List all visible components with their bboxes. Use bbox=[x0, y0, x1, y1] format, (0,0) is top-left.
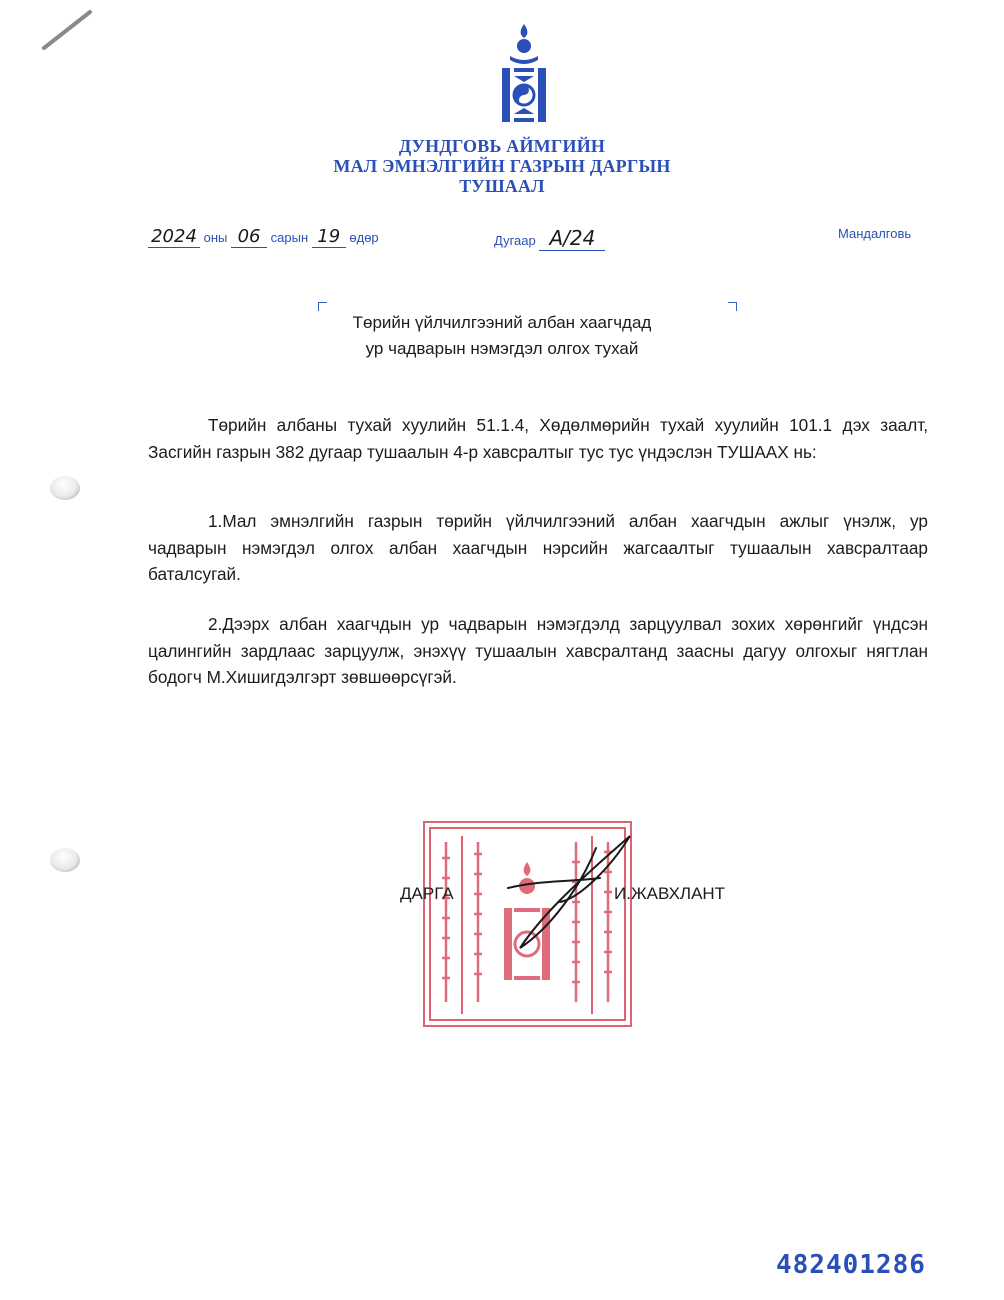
order-item-1 bbox=[148, 508, 928, 588]
item-1-text: 1.Мал эмнэлгийн газрын төрийн үйлчилгээний албан хаагчдын ажлыг үнэлж, ур чадварын нэмэгдэл олгох албан хаагчдын нэрсийн жагсаалтыг тушаалын хавсралтаар баталсугай. bbox=[148, 511, 928, 584]
order-item-2 bbox=[148, 611, 928, 691]
org-line-2: МАЛ ЭМНЭЛГИЙН ГАЗРЫН ДАРГЫН bbox=[333, 156, 671, 176]
intro-text: Төрийн албаны тухай хуулийн 51.1.4, Хөдөлмөрийн тухай хуулийн 101.1 дэх заалт, Засгийн газрын 382 дугаар тушаалын 4-р хавсралтыг тус тус үндэслэн ТУШААХ нь: bbox=[148, 415, 928, 462]
punch-hole-bottom bbox=[50, 848, 80, 872]
date-day: 19 bbox=[312, 226, 346, 248]
date-day-label: өдөр bbox=[349, 230, 379, 245]
body-intro bbox=[148, 412, 928, 465]
order-number bbox=[494, 226, 605, 251]
signature-title: ДАРГА bbox=[400, 884, 454, 903]
item-2-text: 2.Дээрх албан хаагчдын ур чадварын нэмэгдэлд зарцуулвал зохих хөрөнгийг үндсэн цалингийн зардлаас зарцуулж, энэхүү тушаалын хавсралтанд заасны дагуу олгохыг нягтлан бодогч М.Хишигдэлгэрт зөвшөөрсүгэй. bbox=[148, 614, 928, 687]
signature-name: И.ЖАВХЛАНТ bbox=[614, 884, 726, 903]
subject bbox=[0, 310, 1004, 362]
serial-number: 482401286 bbox=[776, 1250, 926, 1280]
date-month: 06 bbox=[231, 226, 267, 248]
punch-hole-top bbox=[50, 476, 80, 500]
date-line bbox=[148, 226, 379, 248]
date-month-label: сарын bbox=[270, 230, 309, 245]
place: Мандалговь bbox=[838, 226, 912, 241]
date-year: 2024 bbox=[148, 226, 200, 248]
date-year-label: оны bbox=[203, 230, 228, 245]
order-number-label: Дугаар bbox=[494, 233, 536, 248]
subject-line-2: ур чадварын нэмэгдэл олгох тухай bbox=[365, 339, 639, 358]
order-number-value: А/24 bbox=[539, 226, 605, 251]
org-line-1: ДУНДГОВЬ АЙМГИЙН bbox=[398, 136, 606, 156]
soyombo-emblem-icon bbox=[498, 22, 550, 126]
scratch-mark bbox=[38, 6, 98, 54]
subject-line-1: Төрийн үйлчилгээний албан хаагчдад bbox=[352, 313, 652, 332]
document-type: ТУШААЛ bbox=[459, 176, 545, 196]
